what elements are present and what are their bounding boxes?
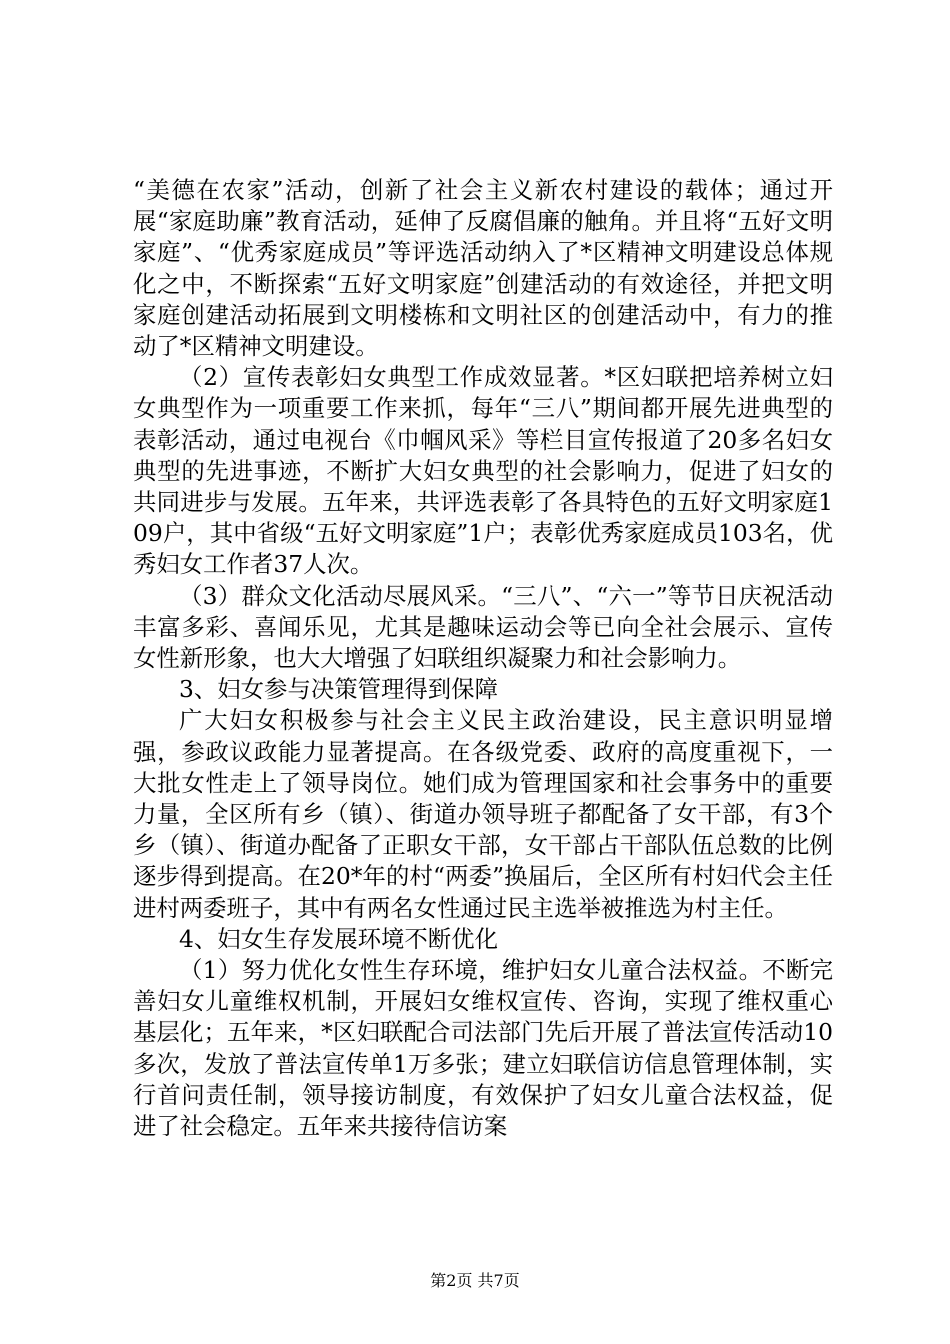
document-body — [133, 175, 833, 1142]
paragraph-rights-protection: （1）努力优化女性生存环境，维护妇女儿童合法权益。不断完善妇女儿童维权机制，开展妇女维权宣传、咨询，实现了维权重心基层化；五年来，*区妇联配合司法部门先后开展了普法宣传活动10多次，发放了普法宣传单1万多张；建立妇联信访信息管理体制，实行首问责任制，领导接访制度，有效保护了妇女儿童合法权益，促进了社会稳定。五年来共接待信访案 — [133, 956, 833, 1141]
paragraph-publicity-awards: （2）宣传表彰妇女典型工作成效显著。*区妇联把培养树立妇女典型作为一项重要工作来抓，每年“三八”期间都开展先进典型的表彰活动，通过电视台《巾帼风采》等栏目宣传报道了20多名妇女典型的先进事迹，不断扩大妇女典型的社会影响力，促进了妇女的共同进步与发展。五年来，共评选表彰了各具特色的五好文明家庭109户，其中省级“五好文明家庭”1户；表彰优秀家庭成员103名，优秀妇女工作者37人次。 — [133, 363, 833, 579]
paragraph-political-participation: 广大妇女积极参与社会主义民主政治建设，民主意识明显增强，参政议政能力显著提高。在各级党委、政府的高度重视下，一大批女性走上了领导岗位。她们成为管理国家和社会事务中的重要力量，全区所有乡（镇）、街道办领导班子都配备了女干部，有3个乡（镇）、街道办配备了正职女干部，女干部占干部队伍总数的比例逐步得到提高。在20*年的村“两委”换届后，全区所有村妇代会主任进村两委班子，其中有两名女性通过民主选举被推选为村主任。 — [133, 706, 833, 922]
page-number-footer: 第2页 共7页 — [430, 1271, 520, 1290]
section-heading-living-environment: 4、妇女生存发展环境不断优化 — [179, 924, 498, 953]
paragraph-continuation: “美德在农家”活动，创新了社会主义新农村建设的载体；通过开展“家庭助廉”教育活动，延伸了反腐倡廉的触角。并且将“五好文明家庭”、“优秀家庭成员”等评选活动纳入了*区精神文明建设总体规化之中，不断探索“五好文明家庭”创建活动的有效途径，并把文明家庭创建活动拓展到文明楼栋和文明社区的创建活动中，有力的推动了*区精神文明建设。 — [133, 176, 833, 361]
paragraph-cultural-activities: （3）群众文化活动尽展风采。“三八”、“六一”等节日庆祝活动丰富多彩、喜闻乐见，尤其是趣味运动会等已向全社会展示、宣传女性新形象，也大大增强了妇联组织凝聚力和社会影响力。 — [133, 581, 833, 673]
section-heading-decision-participation: 3、妇女参与决策管理得到保障 — [179, 675, 498, 704]
